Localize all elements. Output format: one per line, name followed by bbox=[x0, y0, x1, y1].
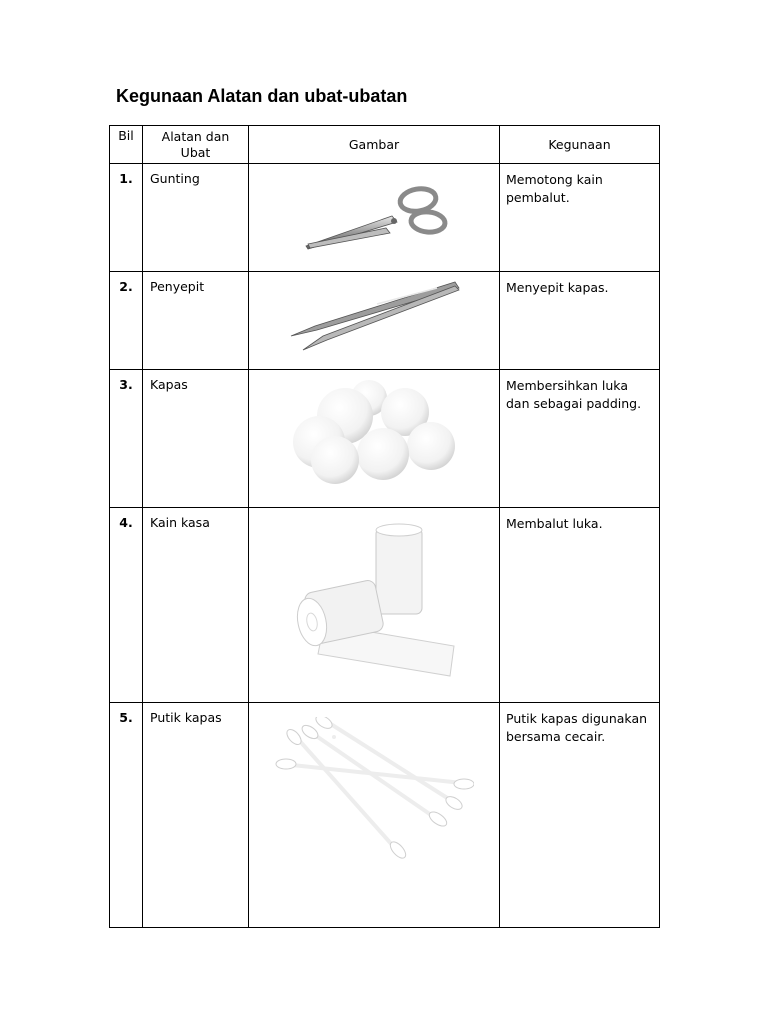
picture-cell bbox=[249, 370, 500, 508]
gauze-roll-icon bbox=[284, 520, 464, 680]
header-gambar: Gambar bbox=[249, 126, 500, 164]
row-number: 3. bbox=[110, 370, 143, 508]
table-row bbox=[110, 703, 660, 928]
cotton-swab-icon bbox=[274, 717, 474, 859]
picture-cell bbox=[249, 508, 500, 703]
usage-text: Putik kapas digunakan bersama cecair. bbox=[500, 703, 660, 928]
table-row bbox=[110, 164, 660, 272]
item-name: Kain kasa bbox=[143, 508, 249, 703]
header-bil: Bil bbox=[110, 126, 143, 164]
table-row bbox=[110, 272, 660, 370]
tweezers-icon bbox=[287, 274, 462, 354]
usage-text: Menyepit kapas. bbox=[500, 272, 660, 370]
tools-table bbox=[109, 125, 660, 928]
picture-cell bbox=[249, 272, 500, 370]
picture-cell bbox=[249, 703, 500, 928]
row-number: 5. bbox=[110, 703, 143, 928]
item-name: Kapas bbox=[143, 370, 249, 508]
picture-cell bbox=[249, 164, 500, 272]
row-number: 4. bbox=[110, 508, 143, 703]
usage-text: Membalut luka. bbox=[500, 508, 660, 703]
usage-text: Membersihkan luka dan sebagai padding. bbox=[500, 370, 660, 508]
table-header-row bbox=[110, 126, 660, 164]
item-name: Gunting bbox=[143, 164, 249, 272]
table-row bbox=[110, 370, 660, 508]
row-number: 1. bbox=[110, 164, 143, 272]
usage-text: Memotong kain pembalut. bbox=[500, 164, 660, 272]
item-name: Putik kapas bbox=[143, 703, 249, 928]
row-number: 2. bbox=[110, 272, 143, 370]
header-kegunaan: Kegunaan bbox=[500, 126, 660, 164]
cotton-balls-icon bbox=[289, 376, 459, 488]
page-title: Kegunaan Alatan dan ubat-ubatan bbox=[116, 86, 408, 106]
scissors-icon bbox=[294, 178, 454, 258]
item-name: Penyepit bbox=[143, 272, 249, 370]
header-alatan: Alatan dan Ubat bbox=[143, 126, 249, 164]
table-row bbox=[110, 508, 660, 703]
